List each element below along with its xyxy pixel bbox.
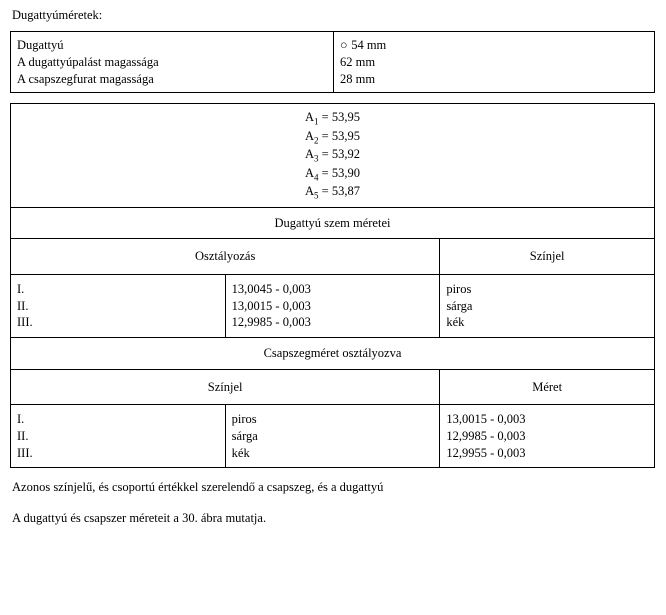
pin-color-cell <box>225 405 440 468</box>
measurement-index-0: 1 <box>314 116 319 127</box>
pin-color-0: piros <box>231 412 257 427</box>
dimension-label-0: Dugattyú <box>17 38 64 52</box>
measurement-name-2: A <box>305 147 315 162</box>
dimensions-values-cell <box>334 32 655 93</box>
measurement-eq-1: = 53,95 <box>321 128 360 143</box>
bullet-icon: ○ <box>340 38 349 52</box>
pin-size-2: 12,9955 - 0,003 <box>446 445 526 460</box>
measurement-index-3: 4 <box>314 172 319 183</box>
dimension-label-1: A dugattyúpalást magassága <box>17 54 159 69</box>
piston-color-cell <box>440 274 655 337</box>
dimension-value-2: 28 mm <box>340 71 376 86</box>
measurement-line-4 <box>17 183 648 202</box>
measurement-name-1: A <box>305 128 315 143</box>
piston-color-0: piros <box>446 281 472 296</box>
piston-class-cell <box>11 274 226 337</box>
piston-class-2: III. <box>17 315 33 330</box>
table-row <box>11 32 655 93</box>
pin-size-cell <box>440 405 655 468</box>
pin-class-cell <box>11 405 226 468</box>
measurement-index-1: 2 <box>314 135 319 146</box>
pin-section-title-row <box>11 338 655 370</box>
pin-class-2: III. <box>17 445 33 460</box>
pin-header-row <box>11 369 655 405</box>
dimensions-labels-cell <box>11 32 334 93</box>
measurement-eq-2: = 53,92 <box>321 147 360 162</box>
pin-class-1: II. <box>17 428 29 443</box>
piston-header-color: Színjel <box>440 239 655 275</box>
measurement-line-3 <box>17 165 648 184</box>
piston-size-0: 13,0045 - 0,003 <box>231 281 311 296</box>
measurements-cell <box>11 104 655 208</box>
piston-section-title: Dugattyú szem méretei <box>11 207 655 239</box>
pin-header-size: Méret <box>440 369 655 405</box>
measurement-eq-0: = 53,95 <box>321 110 360 125</box>
footer-note-2: A dugattyú és csapszer méreteit a 30. ábra mutatja. <box>12 511 267 526</box>
pin-color-1: sárga <box>231 428 258 443</box>
piston-color-2: kék <box>446 315 465 330</box>
piston-size-1: 13,0015 - 0,003 <box>231 298 311 313</box>
measurement-name-0: A <box>305 110 315 125</box>
pin-size-0: 13,0015 - 0,003 <box>446 412 526 427</box>
table-row <box>11 274 655 337</box>
piston-size-2: 12,9985 - 0,003 <box>231 315 311 330</box>
piston-section-title-row <box>11 207 655 239</box>
table-row <box>11 405 655 468</box>
pin-header-color: Színjel <box>11 369 440 405</box>
measurement-eq-4: = 53,87 <box>321 184 360 199</box>
piston-specs-table <box>10 103 655 468</box>
measurement-line-1 <box>17 128 648 147</box>
piston-header-row <box>11 239 655 275</box>
footer-note-1: Azonos színjelű, és csoportú értékkel szerelendő a csapszeg, és a dugattyú <box>12 480 384 495</box>
measurement-index-2: 3 <box>314 153 319 164</box>
measurements-row <box>11 104 655 208</box>
measurement-eq-3: = 53,90 <box>321 165 360 180</box>
piston-size-cell <box>225 274 440 337</box>
pin-size-1: 12,9985 - 0,003 <box>446 428 526 443</box>
pin-class-0: I. <box>17 412 25 427</box>
pin-color-2: kék <box>231 445 250 460</box>
piston-header-classification: Osztályozás <box>11 239 440 275</box>
dimension-label-2: A csapszegfurat magassága <box>17 71 154 86</box>
measurement-index-4: 5 <box>314 190 319 201</box>
measurement-line-2 <box>17 146 648 165</box>
piston-class-1: II. <box>17 298 29 313</box>
measurement-name-3: A <box>305 165 315 180</box>
pin-section-title: Csapszegméret osztályozva <box>11 338 655 370</box>
dimension-value-0-text: 54 mm <box>351 38 387 52</box>
piston-color-1: sárga <box>446 298 473 313</box>
dimensions-table <box>10 31 655 93</box>
measurement-name-4: A <box>305 184 315 199</box>
dimension-value-0 <box>340 37 648 54</box>
measurement-line-0 <box>17 109 648 128</box>
dimension-value-1: 62 mm <box>340 54 376 69</box>
piston-class-0: I. <box>17 281 25 296</box>
page-intro: Dugattyúméretek: <box>12 8 103 22</box>
